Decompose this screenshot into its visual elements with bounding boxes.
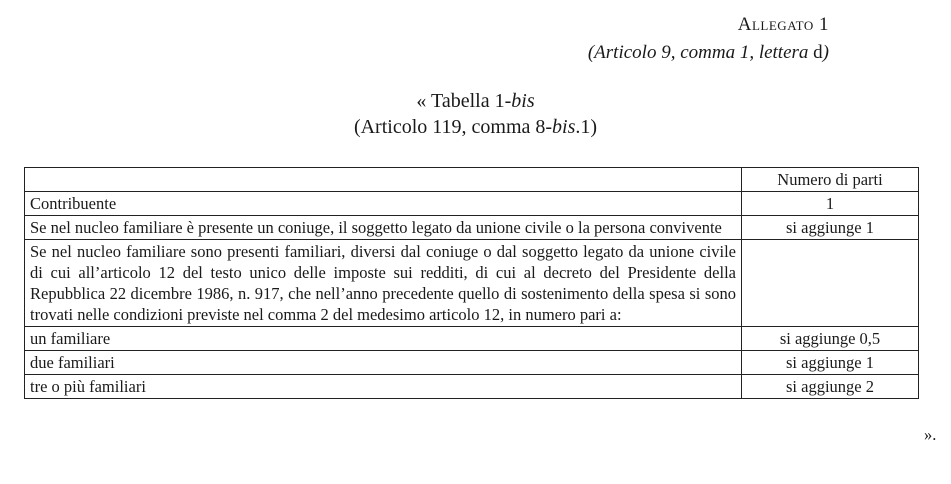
row-desc-cell: due familiari [25,351,742,375]
row-num-cell: si aggiunge 2 [742,375,919,399]
table-title [0,90,951,113]
row-num-cell [742,240,919,327]
row-desc-cell: tre o più familiari [25,375,742,399]
row-num-cell: si aggiunge 0,5 [742,327,919,351]
table-row [25,240,919,327]
row-desc-cell: Contribuente [25,192,742,216]
shares-table [24,167,919,399]
allegato-label-text: Allegato 1 [737,14,829,35]
table-ref-prefix: (Articolo 119, comma 8- [353,116,553,138]
row-desc-cell: Se nel nucleo familiare è presente un coniuge, il soggetto legato da unione civile o la persona convivente [25,216,742,240]
table-row [25,351,919,375]
allegato-ref-suffix: ) [822,42,829,63]
table-ref-italic: bis [552,116,576,138]
table-ref-suffix: .1) [575,116,598,138]
allegato-reference [588,42,829,64]
header-desc-cell [25,168,742,192]
table-row [25,375,919,399]
header-num-cell: Numero di parti [742,168,919,192]
allegato-ref-letter: d [813,42,823,63]
table-row [25,327,919,351]
closing-quote-mark: ». [924,425,937,444]
allegato-label [738,14,829,36]
table-row [25,216,919,240]
row-num-cell: si aggiunge 1 [742,216,919,240]
table-title-italic: bis [511,90,535,112]
row-desc-cell: Se nel nucleo familiare sono presenti familiari, diversi dal coniuge o dal soggetto legato da unione civile di cui all’articolo 12 del testo unico delle imposte sui redditi, di cui al decreto del Presidente della Repubblica 22 dicembre 1986, n. 917, che nell’anno precedente quello di sostenimento della spesa si sono trovati nelle condizioni previste nel comma 2 del medesimo articolo 12, in numero pari a: [25,240,742,327]
table-row [25,192,919,216]
table-header-row [25,168,919,192]
allegato-ref-prefix: (Articolo 9, comma 1, lettera [587,42,809,63]
row-num-cell: si aggiunge 1 [742,351,919,375]
row-desc-cell: un familiare [25,327,742,351]
row-num-cell: 1 [742,192,919,216]
table-title-reference [0,116,951,139]
table-title-prefix: « Tabella 1- [416,90,512,112]
